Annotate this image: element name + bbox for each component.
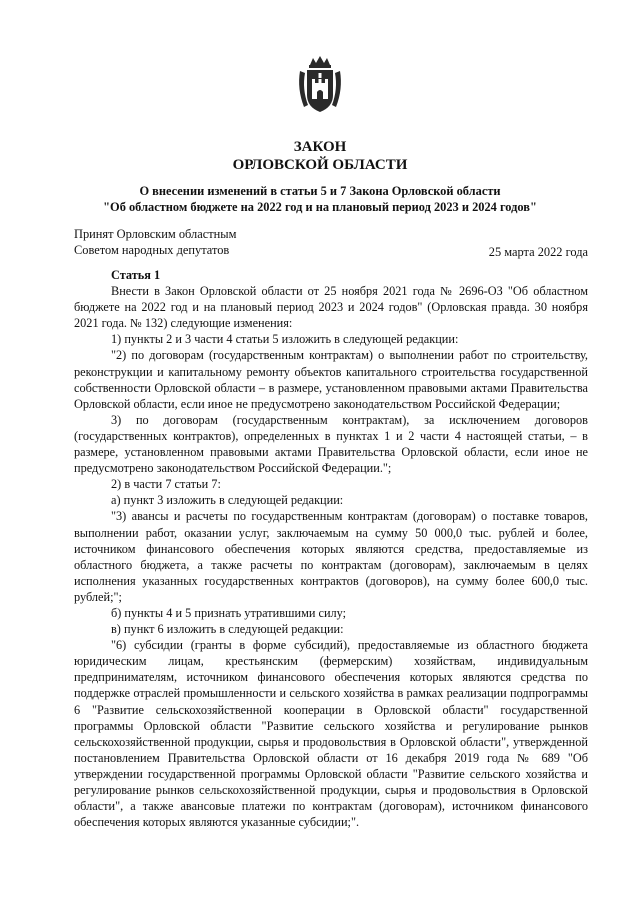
document-body bbox=[74, 267, 588, 830]
article-heading: Статья 1 bbox=[111, 268, 161, 282]
paragraph: 1) пункты 2 и 3 части 4 статьи 5 изложить в следующей редакции: bbox=[111, 332, 459, 347]
paragraph: а) пункт 3 изложить в следующей редакции: bbox=[111, 493, 344, 508]
paragraph: Внести в Закон Орловской области от 25 ноября 2021 года № 2696-ОЗ "Об областном бюджете на 2022 год и на плановый период 2023 и 2024 годов" (Орловская правда. 30 ноября 2021 года. № 132) следующие изменения: bbox=[74, 284, 588, 331]
paragraph: "3) авансы и расчеты по государственным контрактам (договорам) о поставке товаров, выполнении работ, оказании услуг, заключаемым на сумму 50 000,0 тыс. рублей и более, источником финансового обеспечения которых являются средства, предоставляемые из областного бюджета, а также расчеты по контрактам (договорам), заключаемым в целях исполнения указанных государственных контрактов (договоров), на сумму более 600,0 тыс. рублей;"; bbox=[74, 509, 588, 604]
paragraph: "2) по договорам (государственным контрактам) о выполнении работ по строительству, реконструкции и капитальному ремонту объектов капитального строительства государственной собственности Орловской области – в размере, установленном правовыми актами Правительства Орловской области, если иное не предусмотрено законодательством Российской Федерации; bbox=[74, 348, 588, 411]
paragraph: 2) в части 7 статьи 7: bbox=[111, 477, 221, 492]
law-subject-line2: "Об областном бюджете на 2022 год и на плановый период 2023 и 2024 годов" bbox=[103, 200, 537, 214]
law-subject-line1: О внесении изменений в статьи 5 и 7 Закона Орловской области bbox=[139, 184, 501, 198]
paragraph: б) пункты 4 и 5 признать утратившими силу; bbox=[111, 605, 347, 620]
coat-of-arms-emblem bbox=[296, 55, 344, 115]
paragraph: в) пункт 6 изложить в следующей редакции: bbox=[111, 622, 344, 637]
paragraph: "6) субсидии (гранты в форме субсидий), предоставляемые из областного бюджета юридическим лицам, крестьянским (фермерским) хозяйствам, индивидуальным предпринимателям, источником финансового обеспечения которых являются средства по поддержке отраслей промышленности и сельского хозяйства в рамках реализации подпрограммы 6 "Развитие сельскохозяйственной кооперации в Орловской области" государственной программы Орловской области "Развитие сельского хозяйства и регулирование рынков сельскохозяйственной продукции, сырья и продовольствия в Орловской области", утвержденной постановлением Правительства Орловской области от 16 декабря 2019 года № 689 "Об утверждении государственной программы Орловской области "Развитие сельского хозяйства и регулирование рынков сельскохозяйственной продукции, сырья и продовольствия в Орловской области", а также авансовые платежи по контрактам (договорам), источником финансового обеспечения которых являются указанные субсидии;". bbox=[74, 638, 588, 830]
adoption-date: 25 марта 2022 года bbox=[488, 245, 588, 259]
law-region: ОРЛОВСКОЙ ОБЛАСТИ bbox=[232, 157, 408, 173]
adoption-line: Советом народных депутатов bbox=[74, 243, 230, 257]
law-title: ЗАКОН bbox=[293, 139, 347, 155]
paragraph: 3) по договорам (государственным контрактам), за исключением договоров (государственных контрактов), определенных в пунктах 1 и 2 части 4 настоящей статьи, – в размере, установленном правовыми актами Правительства Орловской области, если иное не предусмотрено законодательством Российской Федерации."; bbox=[74, 412, 588, 476]
adoption-block bbox=[74, 226, 236, 258]
adoption-line: Принят Орловским областным bbox=[74, 227, 237, 241]
